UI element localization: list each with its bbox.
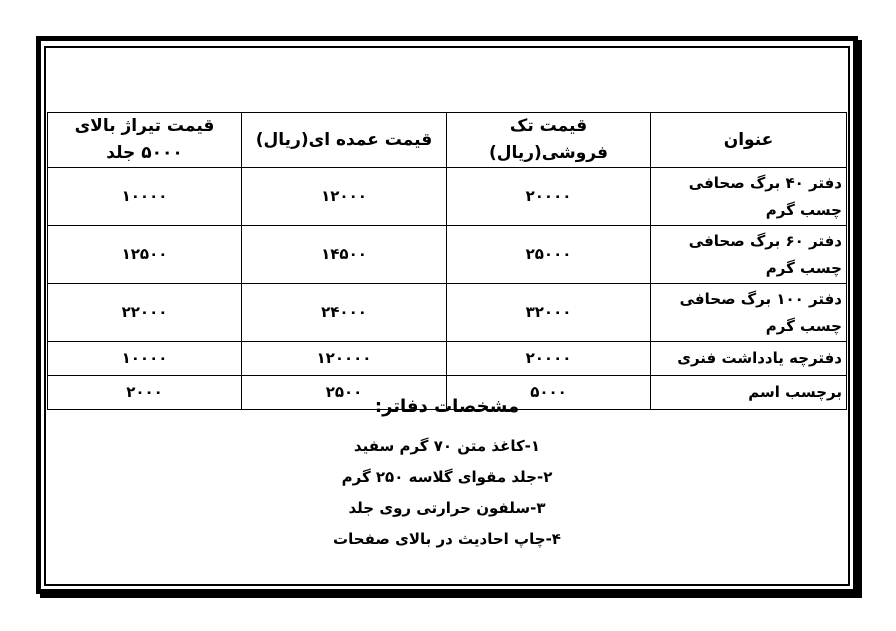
table-row: [48, 342, 847, 376]
row-wholesale: ۲۴۰۰۰: [242, 284, 447, 342]
row-title: دفتر ۶۰ برگ صحافی چسب گرم: [651, 226, 847, 284]
table-header-row: [48, 113, 847, 168]
row-wholesale: ۱۴۵۰۰: [242, 226, 447, 284]
row-bulk: ۲۰۰۰: [48, 376, 242, 410]
row-title: دفترچه یادداشت فنری: [651, 342, 847, 376]
spec-item: ۴-چاپ احادیث در بالای صفحات: [333, 530, 561, 548]
row-retail: ۳۲۰۰۰: [447, 284, 651, 342]
row-retail: ۵۰۰۰: [447, 376, 651, 410]
row-retail: ۲۰۰۰۰: [447, 342, 651, 376]
header-title: عنوان: [651, 113, 847, 168]
row-title: برچسب اسم: [651, 376, 847, 410]
table-row: [48, 226, 847, 284]
price-table: [47, 112, 847, 410]
row-title: دفتر ۴۰ برگ صحافی چسب گرم: [651, 168, 847, 226]
row-wholesale: ۱۲۰۰۰۰: [242, 342, 447, 376]
table-row: [48, 168, 847, 226]
specifications-title: مشخصات دفاتر:: [374, 396, 520, 417]
spec-item: ۱-کاغذ متن ۷۰ گرم سفید: [353, 437, 541, 455]
row-bulk: ۱۰۰۰۰: [48, 168, 242, 226]
header-retail-price: قیمت تک فروشی(ریال): [447, 113, 651, 168]
header-wholesale-price: قیمت عمده ای(ریال): [242, 113, 447, 168]
row-title: دفتر ۱۰۰ برگ صحافی چسب گرم: [651, 284, 847, 342]
row-bulk: ۱۰۰۰۰: [48, 342, 242, 376]
row-wholesale: ۱۲۰۰۰: [242, 168, 447, 226]
header-bulk-price: قیمت تیراژ بالای ۵۰۰۰ جلد: [48, 113, 242, 168]
row-retail: ۲۵۰۰۰: [447, 226, 651, 284]
spec-item: ۲-جلد مقوای گلاسه ۲۵۰ گرم: [341, 468, 553, 486]
row-bulk: ۲۲۰۰۰: [48, 284, 242, 342]
specifications-section: [47, 388, 847, 555]
row-retail: ۲۰۰۰۰: [447, 168, 651, 226]
row-wholesale: ۲۵۰۰: [242, 376, 447, 410]
table-row: [48, 284, 847, 342]
spec-item: ۳-سلفون حرارتی روی جلد: [348, 499, 546, 517]
row-bulk: ۱۲۵۰۰: [48, 226, 242, 284]
